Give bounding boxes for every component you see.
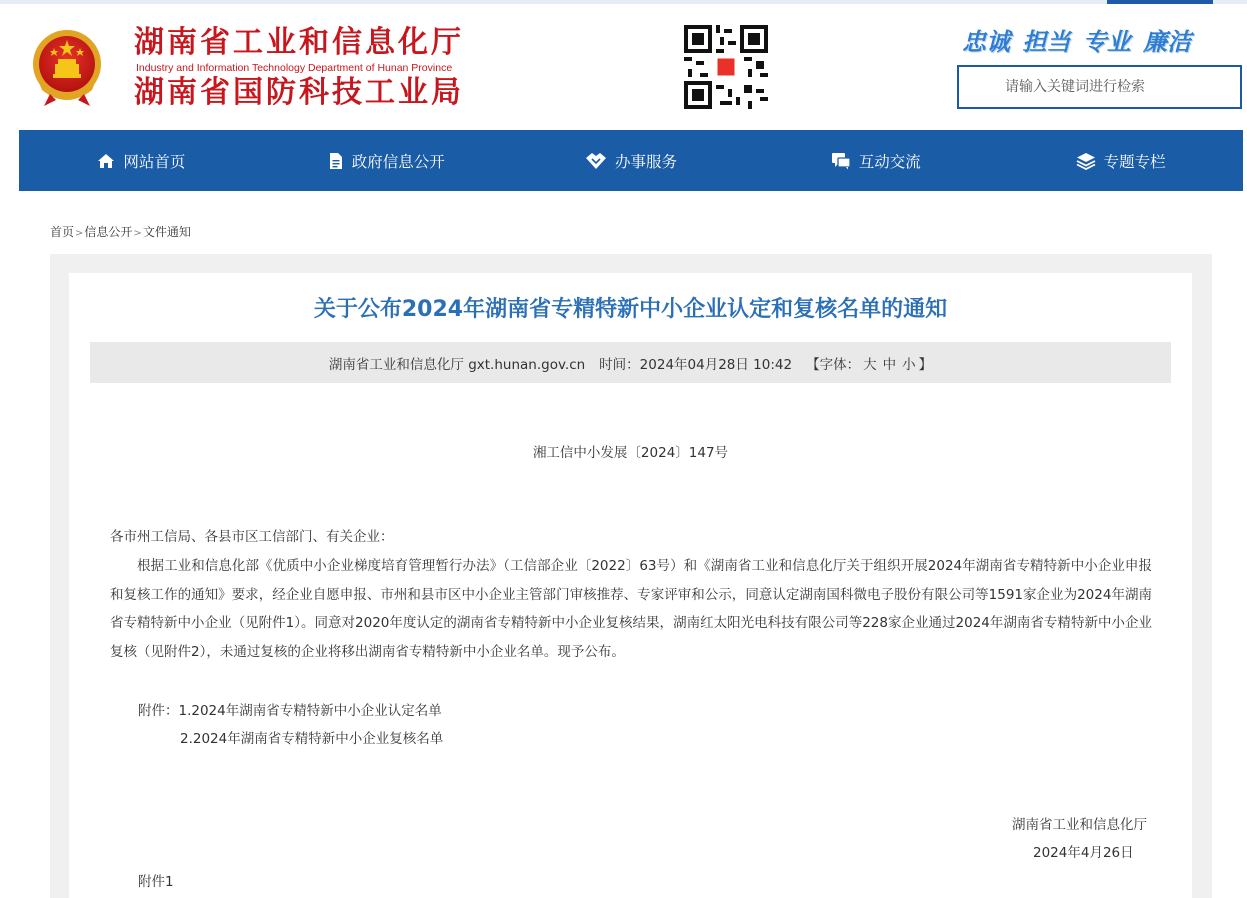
attachment-item-2[interactable]: 2.2024年湖南省专精特新中小企业复核名单 xyxy=(180,731,444,747)
nav-item-special-topics[interactable] xyxy=(998,130,1243,191)
article-addressee: 各市州工信局、各县市区工信部门、有关企业： xyxy=(110,529,394,545)
attachment-item-1[interactable]: 附件：1.2024年湖南省专精特新中小企业认定名单 xyxy=(138,703,442,719)
site-title-secondary: 湖南省国防科技工业局 xyxy=(134,75,464,110)
font-size-small-button[interactable]: 小 xyxy=(902,356,916,373)
breadcrumb xyxy=(50,223,191,240)
slogan: 忠诚 担当 专业 廉洁 xyxy=(962,28,1192,56)
font-size-large-button[interactable]: 大 xyxy=(863,356,877,373)
signature-organization: 湖南省工业和信息化厅 xyxy=(1012,817,1147,833)
site-title-block xyxy=(134,26,514,110)
article-meta-bar xyxy=(90,342,1171,383)
font-size-label: 【字体： xyxy=(806,356,861,373)
font-size-label-close: 】 xyxy=(918,356,933,373)
handshake-icon xyxy=(585,152,607,170)
breadcrumb-link-home[interactable]: 首页 xyxy=(50,225,75,239)
article-title: 关于公布2024年湖南省专精特新中小企业认定和复核名单的通知 xyxy=(313,297,948,322)
signature-date: 2024年4月26日 xyxy=(1033,845,1134,861)
document-number: 湘工信中小发展〔2024〕147号 xyxy=(532,445,729,461)
article-body-paragraph: 根据工业和信息化部《优质中小企业梯度培育管理暂行办法》（工信部企业〔2022〕63号）和《湖南省工业和信息化厅关于组织开展2024年湖南省专精特新中小企业申报和复核工作的通知》要求，经企业自愿申报、市州和县市区中小企业主管部门审核推荐、专家评审和公示，同意认定湖南国科微电子股份有限公司等1591家企业为2024年湖南省专精特新中小企业（见附件1）。同意对2020年度认定的湖南省专精特新中小企业复核结果，湖南红太阳光电科技有限公司等228家企业通过2024年湖南省专精特新中小企业复核（见附件2），未通过复核的企业将移出湖南省专精特新中小企业名单。现予公布。 xyxy=(110,558,1152,660)
breadcrumb-separator: > xyxy=(75,228,84,239)
site-title-english: Industry and Information Technology Department of Hunan Province xyxy=(136,62,453,74)
nav-item-label: 办事服务 xyxy=(614,152,677,171)
nav-item-services[interactable] xyxy=(509,130,754,191)
document-icon xyxy=(328,152,344,170)
nav-item-home[interactable] xyxy=(19,130,264,191)
layers-icon xyxy=(1076,152,1096,170)
site-header xyxy=(0,4,1247,130)
national-emblem-icon xyxy=(30,28,104,108)
chat-icon xyxy=(831,152,851,170)
nav-item-interaction[interactable] xyxy=(753,130,998,191)
main-nav xyxy=(19,130,1243,191)
nav-item-label: 互动交流 xyxy=(858,152,921,171)
nav-item-label: 网站首页 xyxy=(123,152,186,171)
home-icon xyxy=(97,152,115,170)
nav-item-label: 政府信息公开 xyxy=(351,152,445,171)
article-source: 湖南省工业和信息化厅 gxt.hunan.gov.cn xyxy=(328,356,586,373)
appendix-label: 附件1 xyxy=(138,874,174,890)
nav-item-label: 专题专栏 xyxy=(1103,152,1166,171)
site-title-primary: 湖南省工业和信息化厅 xyxy=(134,25,464,60)
article-time: 时间：2024年04月28日 10:42 xyxy=(599,356,793,373)
qr-code-icon xyxy=(684,25,768,109)
nav-item-info-disclosure[interactable] xyxy=(264,130,509,191)
breadcrumb-link-notices[interactable]: 文件通知 xyxy=(142,225,191,239)
font-size-medium-button[interactable]: 中 xyxy=(882,356,897,373)
search-input[interactable] xyxy=(957,65,1242,109)
breadcrumb-link-info[interactable]: 信息公开 xyxy=(84,225,133,239)
breadcrumb-separator: > xyxy=(133,228,142,239)
